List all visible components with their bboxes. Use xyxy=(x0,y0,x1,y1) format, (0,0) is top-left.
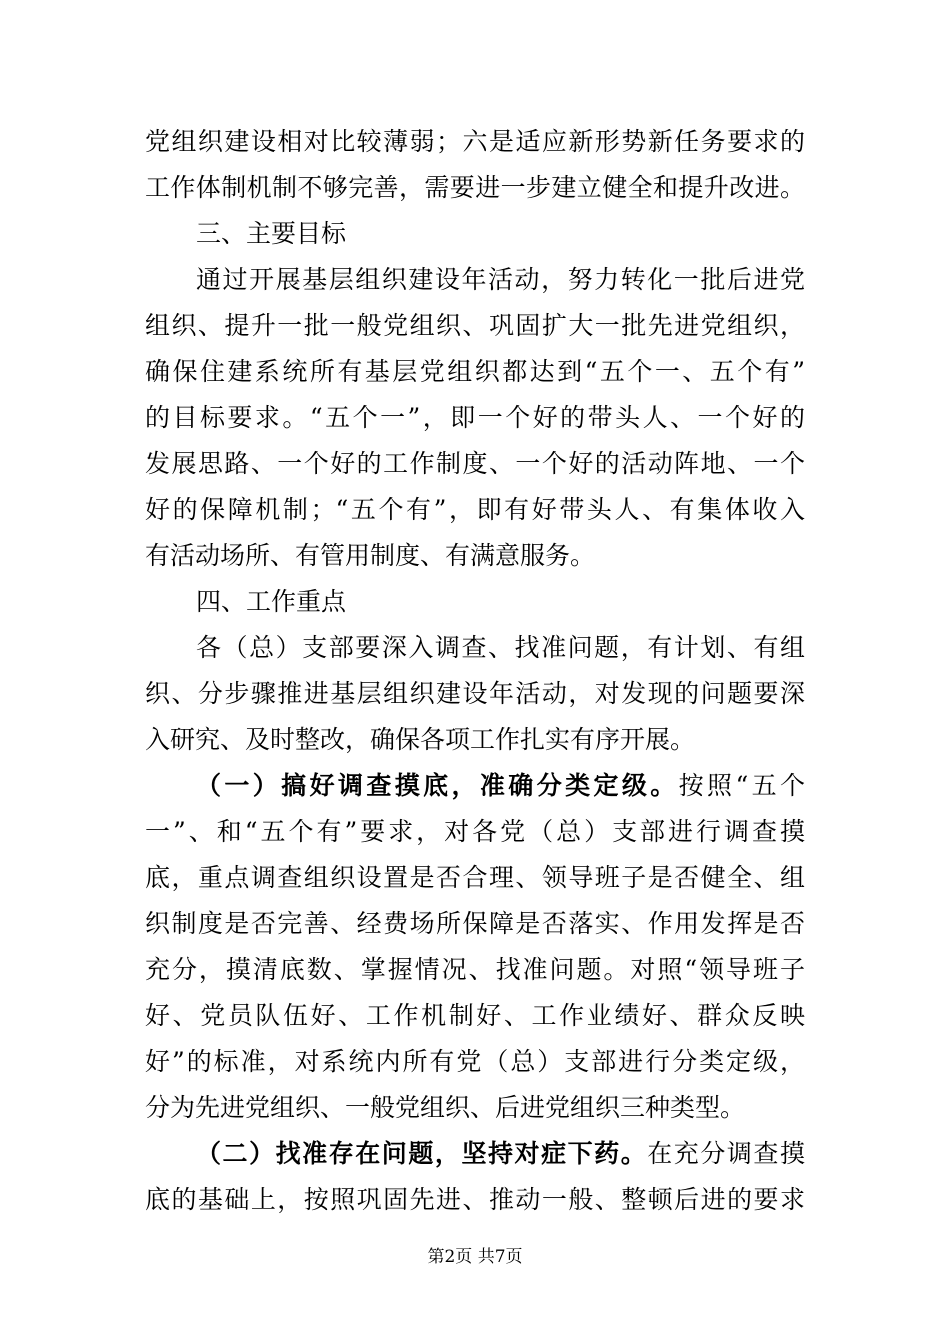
body-text-line: 织制度是否完善、经费场所保障是否落实、作用发挥是否 xyxy=(145,909,805,938)
body-text-line: 有活动场所、有管用制度、有满意服务。 xyxy=(145,541,596,570)
body-text-line: 的目标要求。“五个一”，即一个好的带头人、一个好的 xyxy=(145,403,805,432)
section-heading-key-work: 四、工作重点 xyxy=(196,587,347,616)
subsection-one-line xyxy=(196,763,805,809)
body-text-line: 分为先进党组织、一般党组织、后进党组织三种类型。 xyxy=(145,1093,746,1122)
body-text-line: 工作体制机制不够完善，需要进一步建立健全和提升改进。 xyxy=(145,173,805,202)
subsection-two-heading: （二）找准存在问题，坚持对症下药。 xyxy=(196,1139,648,1168)
body-text-line: 充分，摸清底数、掌握情况、找准问题。对照“领导班子 xyxy=(145,955,805,984)
body-text-line: 各（总）支部要深入调查、找准问题，有计划、有组 xyxy=(196,633,805,662)
body-text-line: 确保住建系统所有基层党组织都达到“五个一、五个有” xyxy=(145,357,805,386)
subsection-two-text: 在充分调查摸 xyxy=(647,1139,805,1168)
body-text-line: 好的保障机制；“五个有”，即有好带头人、有集体收入 xyxy=(145,495,805,524)
page-footer: 第2页 共7页 xyxy=(427,1247,523,1267)
body-text-line: 通过开展基层组织建设年活动，努力转化一批后进党 xyxy=(196,265,805,294)
body-text-line: 底的基础上，按照巩固先进、推动一般、整顿后进的要求 xyxy=(145,1185,805,1214)
body-text-line: 好、党员队伍好、工作机制好、工作业绩好、群众反映 xyxy=(145,1001,805,1030)
body-text-line: 组织、提升一批一般党组织、巩固扩大一批先进党组织， xyxy=(145,311,805,340)
body-text-line: 发展思路、一个好的工作制度、一个好的活动阵地、一个 xyxy=(145,449,805,478)
body-text-line: 好”的标准，对系统内所有党（总）支部进行分类定级， xyxy=(145,1047,805,1076)
section-heading-objectives: 三、主要目标 xyxy=(196,219,347,248)
body-text-line: 织、分步骤推进基层组织建设年活动，对发现的问题要深 xyxy=(145,679,805,708)
body-text-line: 一”、和“五个有”要求，对各党（总）支部进行调查摸 xyxy=(145,817,805,846)
body-text-line: 入研究、及时整改，确保各项工作扎实有序开展。 xyxy=(145,725,696,754)
subsection-one-heading: （一）搞好调查摸底，准确分类定级。 xyxy=(196,771,679,800)
subsection-two-line xyxy=(196,1131,805,1177)
subsection-one-text: 按照“五个 xyxy=(678,771,805,800)
body-text-line: 党组织建设相对比较薄弱；六是适应新形势新任务要求的 xyxy=(145,127,805,156)
body-text-line: 底，重点调查组织设置是否合理、领导班子是否健全、组 xyxy=(145,863,805,892)
